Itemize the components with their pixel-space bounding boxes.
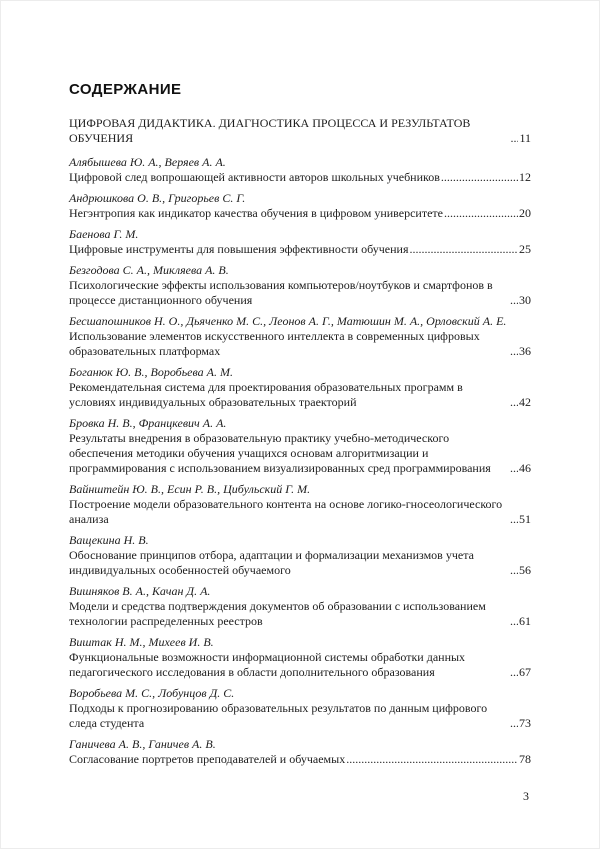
toc-entry [69,635,531,680]
toc-entry-page: 30 [519,293,531,307]
toc-entry-authors: Боганюк Ю. В., Воробьева А. М. [69,365,233,379]
toc-section-page: 11 [519,131,531,145]
dot-leader [510,131,518,146]
toc-entry-page: 42 [519,395,531,409]
dot-leader [510,665,518,680]
toc-entry [69,365,531,410]
page-number: 3 [523,789,529,803]
toc-entry-title: Функциональные возможности информационной системы обработки данных педагогического исследования в области дополнительного образования [69,650,466,679]
toc-entry-page: 61 [519,614,531,628]
toc-entry-page: 67 [519,665,531,679]
dot-leader [510,563,518,578]
toc-entry [69,737,531,767]
toc-entry-title: Подходы к прогнозированию образовательных результатов по данным цифрового следа студента [69,701,488,730]
toc-entry-title: Обоснование принципов отбора, адаптации и формализации механизмов учета индивидуальных особенностей обучаемого [69,548,474,577]
toc-entry-authors: Безгодова С. А., Микляева А. В. [69,263,229,277]
dot-leader [444,206,518,221]
toc-entry-page: 20 [519,206,531,220]
toc-entry-page: 12 [519,170,531,184]
toc-entry-page: 73 [519,716,531,730]
toc-entry-authors: Вайнштейн Ю. В., Есин Р. В., Цибульский Г. М. [69,482,311,496]
toc-entry-authors: Виштак Н. М., Михеев И. В. [69,635,214,649]
toc-entry-authors: Бесшапошников Н. О., Дьяченко М. С., Леонов А. Г., Матюшин М. А., Орловский А. Е. [69,314,507,328]
toc-entry [69,482,531,527]
toc-entry-title: Негэнтропия как индикатор качества обучения в цифровом университете [69,206,443,220]
dot-leader [510,716,518,731]
toc-entry-title: Согласование портретов преподавателей и обучаемых [69,752,346,766]
dot-leader [510,512,518,527]
toc-entry-title: Использование элементов искусственного интеллекта в современных цифровых образовательных платформах [69,329,480,358]
toc-entry-page: 78 [519,752,531,766]
dot-leader [510,395,518,410]
dot-leader [510,293,518,308]
toc-entry-title: Рекомендательная система для проектирования образовательных программ в условиях индивидуальных образовательных траекторий [69,380,463,409]
toc-entry-title: Психологические эффекты использования компьютеров/ноутбуков и смартфонов в процессе дистанционного обучения [69,278,493,307]
toc-entry [69,314,531,359]
toc-entry-page: 36 [519,344,531,358]
toc-entry-title: Модели и средства подтверждения документов об образовании с использованием технологии распределенных реестров [69,599,486,628]
dot-leader [510,344,518,359]
toc-entry-page: 46 [519,461,531,475]
toc-entry-title: Построение модели образовательного контента на основе логико-гносеологического анализа [69,497,503,526]
toc-entry-authors: Ващекина Н. В. [69,533,149,547]
toc-entry-title: Цифровой след вопрошающей активности авторов школьных учебников [69,170,440,184]
toc-entry [69,155,531,185]
table-of-contents [69,116,531,767]
toc-entry [69,227,531,257]
toc-entry [69,686,531,731]
toc-entry-page: 56 [519,563,531,577]
toc-entry [69,533,531,578]
toc-entry-authors: Алябышева Ю. А., Веряев А. А. [69,155,226,169]
toc-entry-authors: Андрюшкова О. В., Григорьев С. Г. [69,191,246,205]
toc-entry-authors: Бровка Н. В., Францкевич А. А. [69,416,227,430]
toc-entry-title: Цифровые инструменты для повышения эффективности обучения [69,242,409,256]
toc-entry [69,191,531,221]
toc-entry-authors: Ганичева А. В., Ганичев А. В. [69,737,216,751]
toc-entry-authors: Вишняков В. А., Качан Д. А. [69,584,211,598]
dot-leader [441,170,518,185]
toc-entry [69,263,531,308]
page-title: СОДЕРЖАНИЕ [69,81,182,98]
toc-entry-page: 51 [519,512,531,526]
dot-leader [346,752,518,767]
toc-entry-page: 25 [519,242,531,256]
toc-entry-authors: Воробьева М. С., Лобунцов Д. С. [69,686,235,700]
dot-leader [510,614,518,629]
toc-section-header [69,116,531,146]
toc-entry [69,416,531,476]
toc-entry-title: Результаты внедрения в образовательную практику учебно-методического обеспечения методики обучения учащихся основам алгоритмизации и программирования с использованием визуализированных сред программирования [69,431,491,475]
toc-entry-authors: Баенова Г. М. [69,227,139,241]
dot-leader [510,461,518,476]
toc-entry [69,584,531,629]
dot-leader [409,242,518,257]
toc-section-title: ЦИФРОВАЯ ДИДАКТИКА. ДИАГНОСТИКА ПРОЦЕССА И РЕЗУЛЬТАТОВ ОБУЧЕНИЯ [69,116,471,145]
